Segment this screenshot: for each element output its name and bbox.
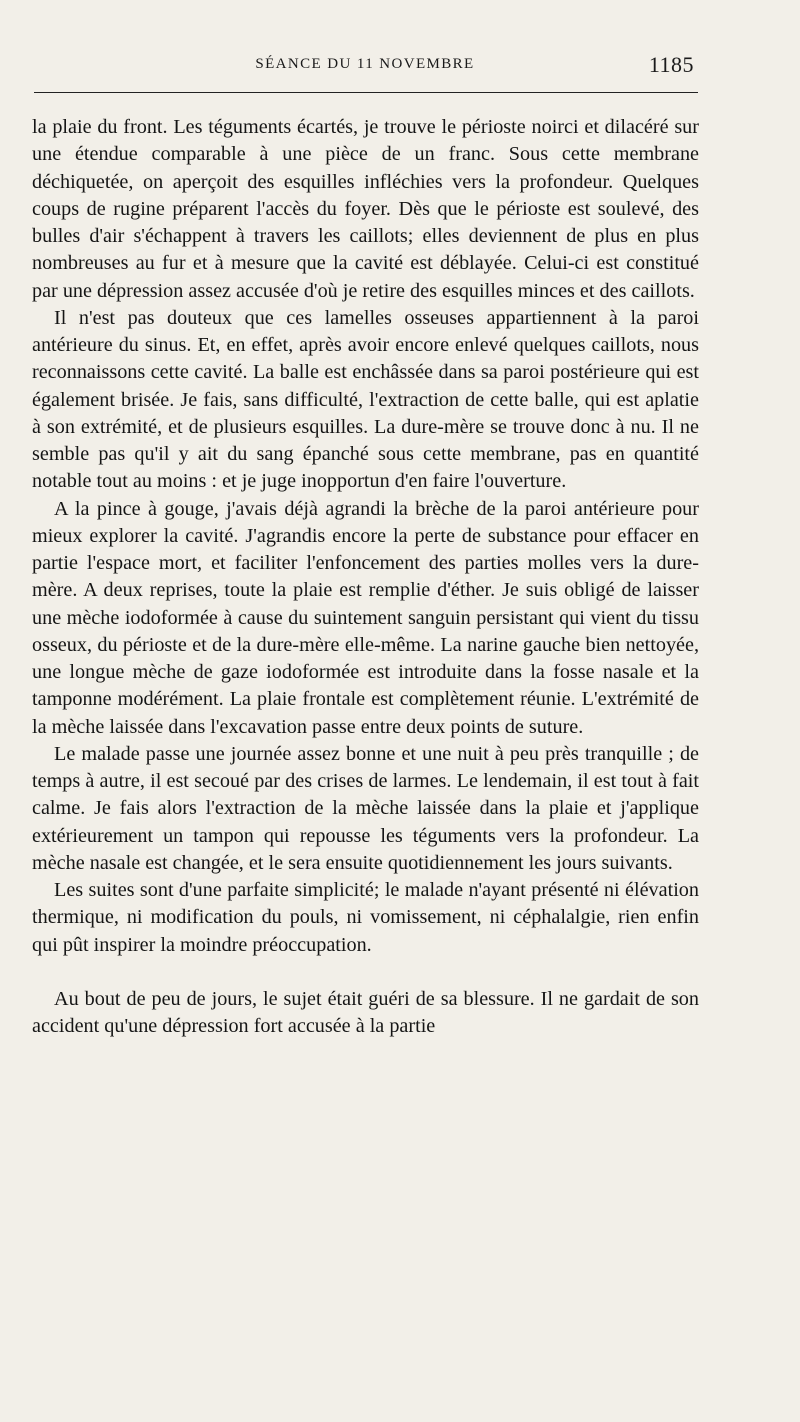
running-title: SÉANCE DU 11 NOVEMBRE — [255, 56, 475, 72]
page-number: 1185 — [648, 52, 694, 77]
paragraph-4: Le malade passe une journée assez bonne et une nuit à peu près tranquille ; de temps à autre, il est secoué par des crises de larmes. Le lendemain, il est tout à fait calme. Je fais alors l'extraction de la mèche laissée dans la plaie et j'applique extérieurement un tampon qui repousse les téguments vers la profondeur. La mèche nasale est changée, et le sera ensuite quotidiennement les jours suivants. — [32, 742, 699, 874]
paragraph-2: Il n'est pas douteux que ces lamelles osseuses appartiennent à la paroi antérieure du sinus. Et, en effet, après avoir encore enlevé quelques caillots, nous reconnaissons cette cavité. La balle est enchâssée dans sa paroi postérieure qui est également brisée. Je fais, sans difficulté, l'extraction de cette balle, qui est aplatie à son extrémité, et de plusieurs esquilles. La dure-mère se trouve donc à nu. Il ne semble pas qu'il y ait du sang épanché sous cette membrane, pas en quantité notable tout au moins : et je juge inopportun d'en faire l'ouverture. — [32, 306, 699, 493]
paragraph-3: A la pince à gouge, j'avais déjà agrandi la brèche de la paroi antérieure pour mieux explorer la cavité. J'agrandis encore la perte de substance pour effacer en partie l'espace mort, et faciliter l'enfoncement des parties molles vers la dure-mère. A deux reprises, toute la plaie est remplie d'éther. Je suis obligé de laisser une mèche iodoformée à cause du suintement sanguin persistant qui vient du tissu osseux, du périoste et de la dure-mère elle-même. La narine gauche bien nettoyée, une longue mèche de gaze iodoformée est introduite dans la fosse nasale et la tamponne modérément. La plaie frontale est complètement réunie. L'extrémité de la mèche laissée dans l'excavation passe entre deux points de suture. — [32, 497, 699, 738]
header-rule — [34, 92, 698, 93]
paragraph-6: Au bout de peu de jours, le sujet était guéri de sa blessure. Il ne gardait de son accident qu'une dépression fort accusée à la partie — [32, 987, 699, 1037]
paragraph-5: Les suites sont d'une parfaite simplicité; le malade n'ayant présenté ni élévation thermique, ni modification du pouls, ni vomissement, ni céphalalgie, rien enfin qui pût inspirer la moindre préoccupation. — [32, 879, 699, 956]
body-text — [32, 114, 699, 1040]
running-head — [0, 52, 800, 76]
paragraph-1: la plaie du front. Les téguments écartés, je trouve le périoste noirci et dilacéré sur une étendue comparable à une pièce de un franc. Sous cette membrane déchiquetée, on aperçoit des esquilles infléchies vers la profondeur. Quelques coups de rugine préparent l'accès du foyer. Dès que le périoste est soulevé, des bulles d'air s'échappent à travers les caillots; elles deviennent de plus en plus nombreuses au fur et à mesure que la cavité est déblayée. Celui-ci est constitué par une dépression assez accusée d'où je retire des esquilles minces et des caillots. — [32, 116, 699, 302]
